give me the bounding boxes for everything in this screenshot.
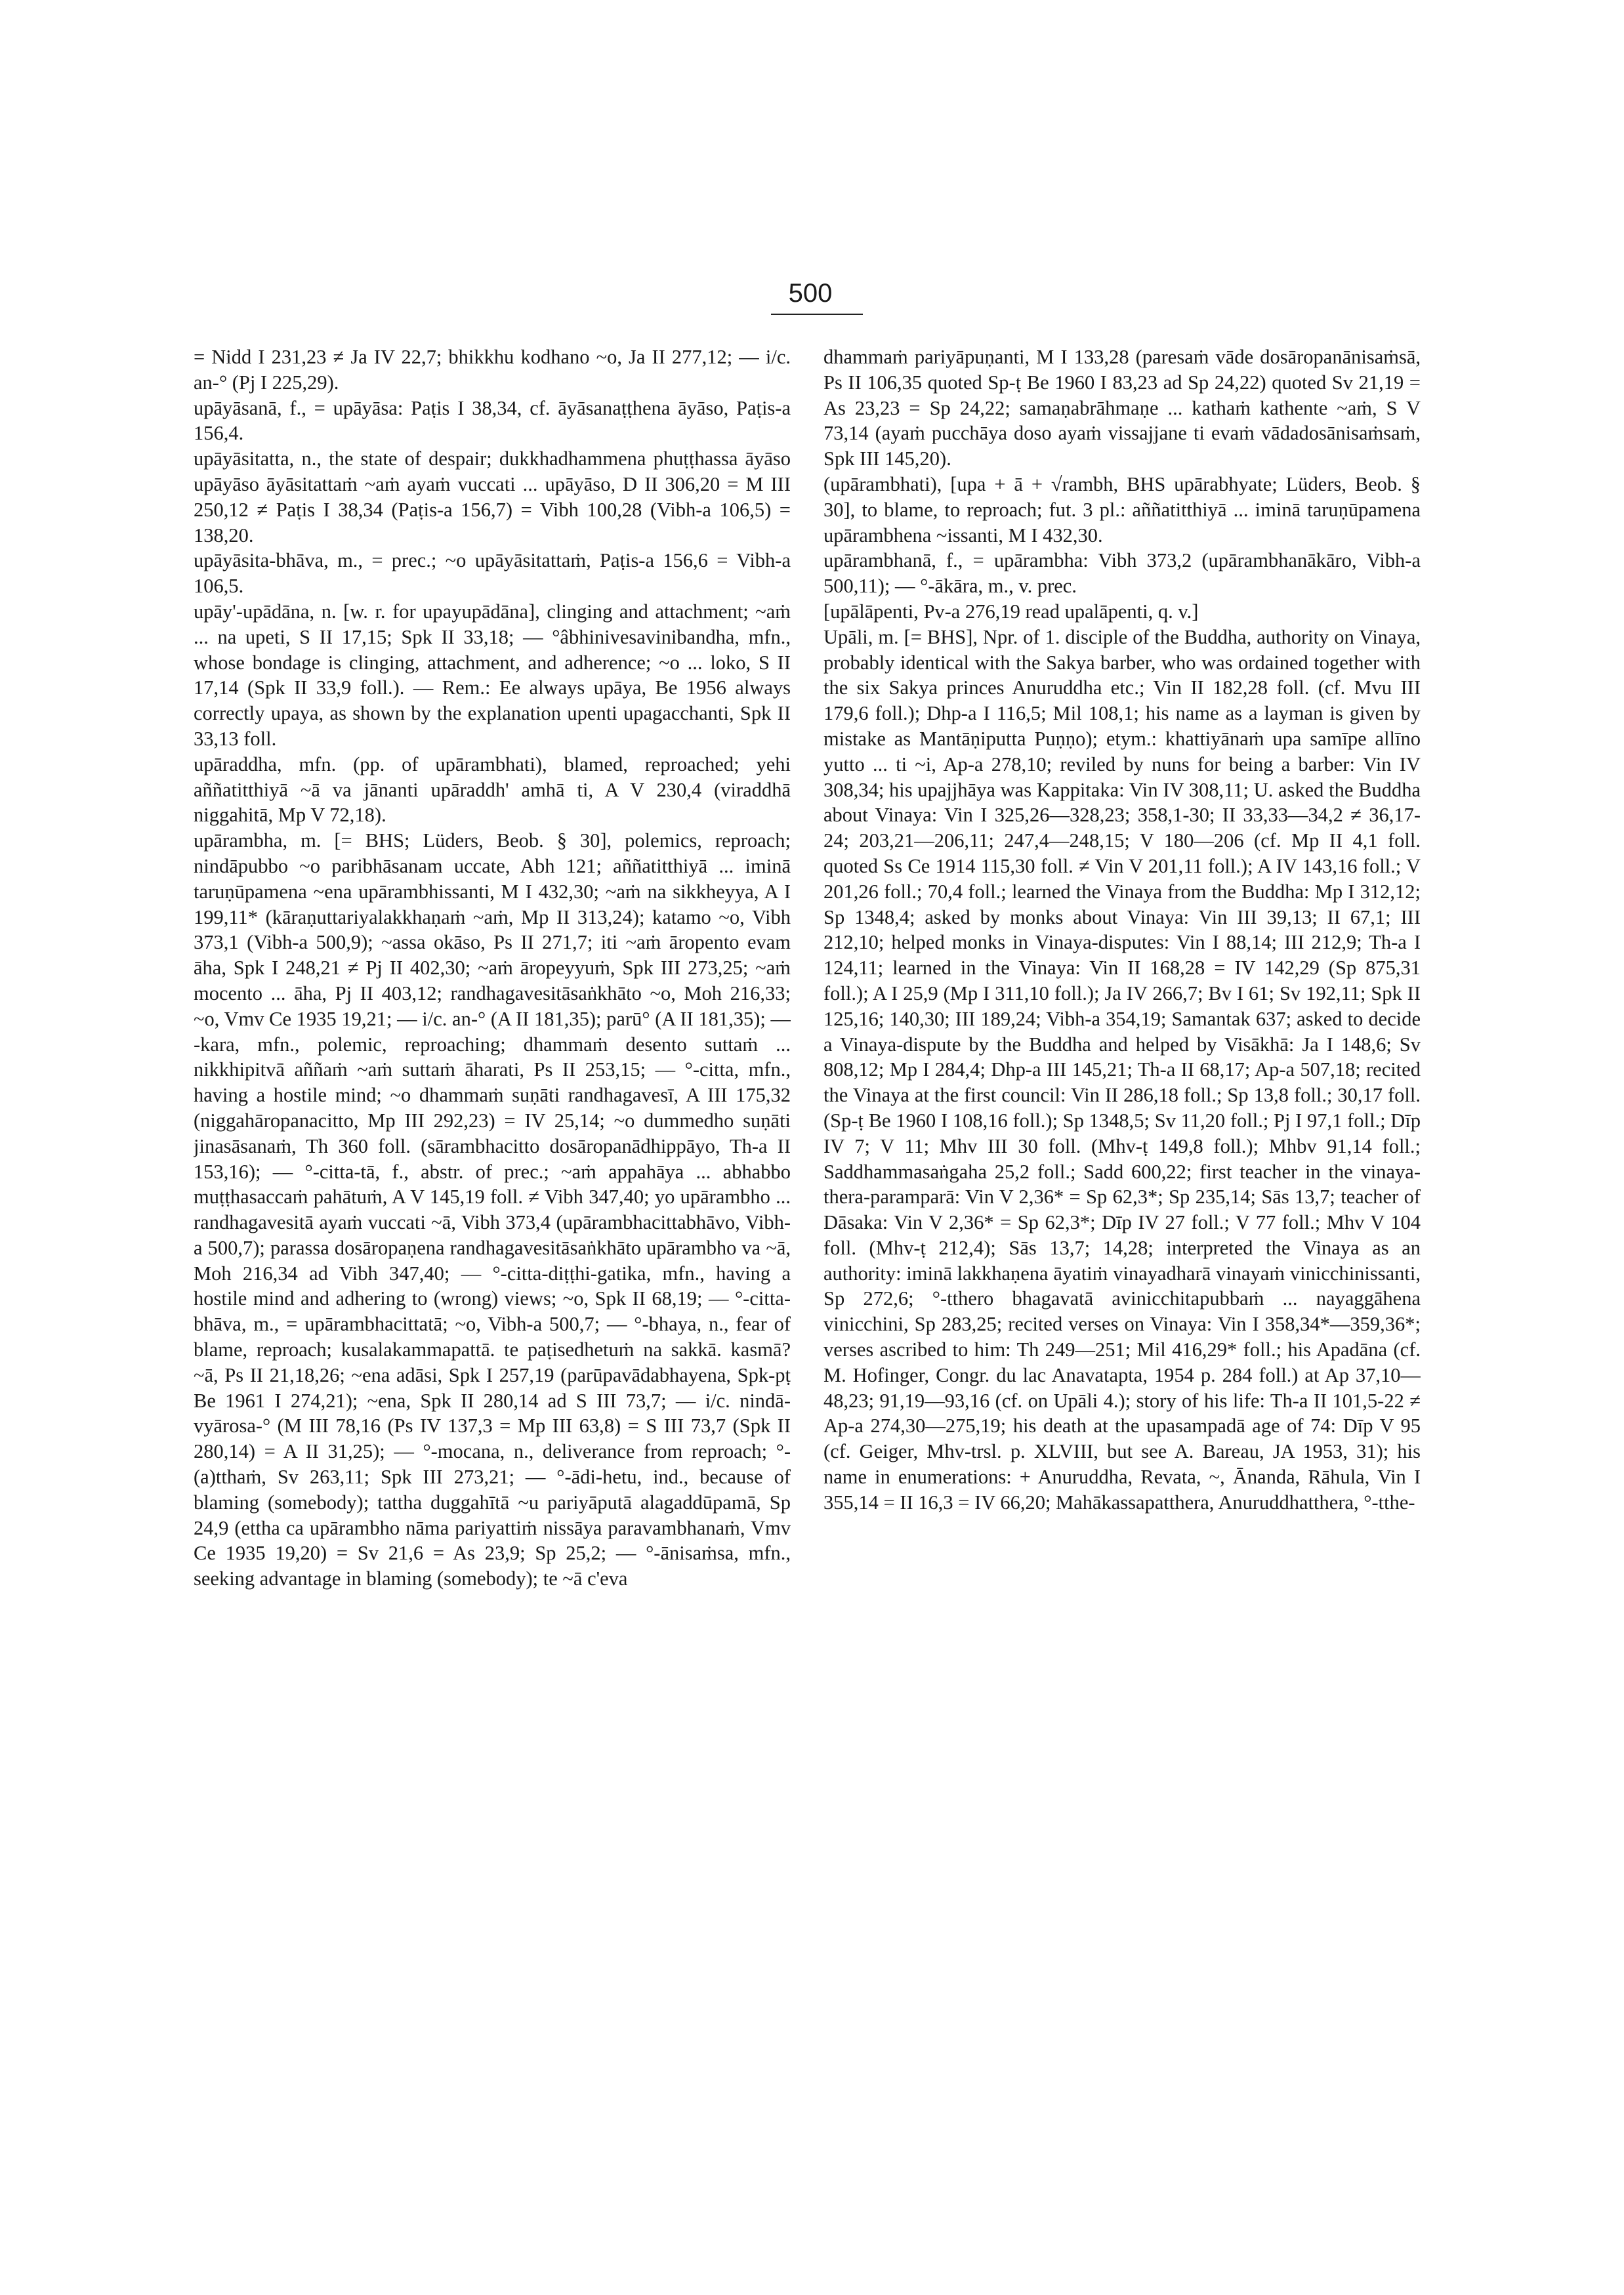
dictionary-entry: upārambhanā, f., = upārambha: Vibh 373,2 (upārambhanākāro, Vibh-a 500,11); — °-ākāra, m., v. prec. (823, 549, 1421, 598)
dictionary-entry: upāyāsitatta, n., the state of despair; dukkhadhammena phuṭṭhassa āyāso upāyāso āyāsitattaṁ ~aṁ ayaṁ vuccati ... upāyāso, D II 306,20 = M III 250,12 ≠ Paṭis I 38,34 (Paṭis-a 156,7) = Vibh 100,28 (Vibh-a 106,5) = 138,20. (194, 447, 791, 547)
dictionary-entry: [upālāpenti, Pv-a 276,19 read upalāpenti, q. v.] (823, 600, 1199, 623)
dictionary-entry: dhammaṁ pariyāpuṇanti, M I 133,28 (paresaṁ vāde dosāropanānisaṁsā, Ps II 106,35 quoted Sp-ṭ Be 1960 I 83,23 ad Sp 24,22) quoted Sv 21,19 = As 23,23 = Sp 24,22; samaṇabrāhmaṇe ... kathaṁ kathente ~aṁ, S V 73,14 (ayaṁ pucchāya doso ayaṁ vissajjane ti evaṁ vādadosānisaṁsaṁ, Spk III 145,20). (823, 346, 1421, 470)
dictionary-entry: upāy'-upādāna, n. [w. r. for upayupādāna], clinging and attachment; ~aṁ ... na upeti, S II 17,15; Spk II 33,18; — °âbhinivesavinibandha, mfn., whose bondage is clinging, attachment, and adherence; ~o ... loko, S II 17,14 (Spk II 33,9 foll.). — Rem.: Ee always upāya, Be 1956 always correctly upaya, as shown by the explanation upenti upagacchanti, Spk II 33,13 foll. (194, 600, 791, 750)
dictionary-entry: upāyāsanā, f., = upāyāsa: Paṭis I 38,34, cf. āyāsanaṭṭhena āyāso, Paṭis-a 156,4. (194, 396, 791, 445)
dictionary-entry: Upāli, m. [= BHS], Npr. of 1. disciple of the Buddha, authority on Vinaya, probably identical with the Sakya barber, who was ordained together with the six Sakya princes Anuruddha etc.; Vin II 182,28 foll. (cf. Mvu III 179,6 foll.); Dhp-a I 116,5; Mil 108,1; his name as a layman is given by mistake as Mantāṇiputta Puṇṇo); etym.: khattiyānaṁ upa samīpe allīno yutto ... ti ~i, Ap-a 278,10; reviled by nuns for being a barber: Vin IV 308,34; his upajjhāya was Kappitaka: Vin IV 308,11; U. asked the Buddha about Vinaya: Vin I 325,26—328,23; 358,1-30; II 33,33—34,2 ≠ 36,17-24; 203,21—206,11; 247,4—248,15; V 180—206 (cf. Mp II 4,1 foll. quoted Ss Ce 1914 115,30 foll. ≠ Vin V 201,11 foll.); A IV 143,16 foll.; V 201,26 foll.; 70,4 foll.; learned the Vinaya from the Buddha: Mp I 312,12; Sp 1348,4; asked by monks about Vinaya: Vin III 39,13; II 67,1; III 212,10; helped monks in Vinaya-disputes: Vin I 88,14; III 212,9; Th-a I 124,11; learned in the Vinaya: Vin II 168,28 = IV 142,29 (Sp 875,31 foll.); A I 25,9 (Mp I 311,10 foll.); Ja IV 266,7; Bv I 61; Sv 192,11; Spk II 125,16; 140,30; III 189,24; Vibh-a 354,19; Samantak 637; asked to decide a Vinaya-dispute by the Buddha and helped by Visākhā: Ja I 148,6; Sv 808,12; Mp I 284,4; Dhp-a III 145,21; Th-a II 68,17; Ap-a 507,18; recited the Vinaya at the first council: Vin II 286,18 foll.; Sp 13,8 foll.; 30,17 foll. (Sp-ṭ Be 1960 I 108,16 foll.); Sp 1348,5; Sv 11,20 foll.; Pj I 97,1 foll.; Dīp IV 7; V 11; Mhv III 30 foll. (Mhv-ṭ 149,8 foll.); Mhbv 91,14 foll.; Saddhammasaṅgaha 25,2 foll.; Sadd 600,22; first teacher in the vinaya-thera-paramparā: Vin V 2,36* = Sp 62,3*; Sp 235,14; Sās 13,7; teacher of Dāsaka: Vin V 2,36* = Sp 62,3*; Dīp IV 27 foll.; V 77 foll.; Mhv V 104 foll. (Mhv-ṭ 212,4); Sās 13,7; 14,28; interpreted the Vinaya as an authority: iminā lakkhaṇena āyatiṁ vinayadharā vinayaṁ vinicchinissanti, Sp 272,6; °-tthero bhagavatā avinicchitapubbaṁ ... nayaggāhena vinicchini, Sp 283,25; recited verses on Vinaya: Vin I 358,34*—359,36*; verses ascribed to him: Th 249—251; Mil 416,29* foll.; his Apadāna (cf. M. Hofinger, Congr. du lac Anavatapta, 1954 p. 284 foll.) at Ap 37,10—48,23; 91,19—93,16 (cf. on Upāli 4.); story of his life: Th-a II 101,5-22 ≠ Ap-a 274,30—275,19; his death at the upasampadā age of 74: Dīp V 95 (cf. Geiger, Mhv-trsl. p. XLVIII, but see A. Bareau, JA 1953, 31); his name in enumerations: + Anuruddha, Revata, ~, Ānanda, Rāhula, Vin I 355,14 = II 16,3 = IV 66,20; Mahākassapatthera, Anuruddhatthera, °-tthe- (823, 625, 1421, 1514)
dictionary-entry: = Nidd I 231,23 ≠ Ja IV 22,7; bhikkhu kodhano ~o, Ja II 277,12; — i/c. an-° (Pj I 225,29). (194, 346, 791, 394)
dictionary-entry: (upārambhati), [upa + ā + √rambh, BHS upārabhyate; Lüders, Beob. § 30], to blame, to reproach; fut. 3 pl.: aññatitthiyā ... iminā taruṇūpamena upārambhena ~issanti, M I 432,30. (823, 472, 1421, 547)
page-number-rule (771, 314, 863, 315)
dictionary-entry: upāraddha, mfn. (pp. of upārambhati), blamed, reproached; yehi aññatitthiyā ~ā va jānanti upāraddh' amhā ti, A V 230,4 (viraddhā niggahitā, Mp V 72,18). (194, 753, 791, 827)
dictionary-entry: upārambha, m. [= BHS; Lüders, Beob. § 30], polemics, reproach; nindāpubbo ~o paribhāsanam uccate, Abh 121; aññatitthiyā ... iminā taruṇūpamena ~ena upārambhissanti, M I 432,30; ~aṁ na sikkheyya, A I 199,11* (kāraṇuttariyalakkhaṇaṁ ~aṁ, Mp II 313,24); katamo ~o, Vibh 373,1 (Vibh-a 500,9); ~assa okāso, Ps II 271,7; iti ~aṁ āropento evam āha, Spk I 248,21 ≠ Pj II 402,30; ~aṁ āropeyyuṁ, Spk III 273,25; ~aṁ mocento ... āha, Pj II 403,12; randhagavesitāsaṅkhāto ~o, Moh 216,33; ~o, Vmv Ce 1935 19,21; — i/c. an-° (A II 181,35); parū° (A II 181,35); — -kara, mfn., polemic, reproaching; dhammaṁ desento suttaṁ ... nikkhipitvā aññaṁ ~aṁ suttaṁ āharati, Ps II 253,15; — °-citta, mfn., having a hostile mind; ~o dhammaṁ suṇāti randhagavesī, A III 175,32 (niggahāropanacitto, Mp III 292,23) = IV 25,14; ~o dummedho suṇāti jinasāsanaṁ, Th 360 foll. (sārambhacitto dosāropanādhippāyo, Th-a II 153,16); — °-citta-tā, f., abstr. of prec.; ~aṁ appahāya ... abhabbo muṭṭhasaccaṁ pahātuṁ, A V 145,19 foll. ≠ Vibh 347,40; yo upārambho ... randhagavesitā ayaṁ vuccati ~ā, Vibh 373,4 (upārambhacittabhāvo, Vibh-a 500,7); parassa dosāropaṇena randhagavesitāsaṅkhāto upārambho va ~ā, Moh 216,34 ad Vibh 347,40; — °-citta-diṭṭhi-gatika, mfn., having a hostile mind and adhering to (wrong) views; ~o, Spk II 68,19; — °-citta-bhāva, m., = upārambhacittatā; ~o, Vibh-a 500,7; — °-bhaya, n., fear of blame, reproach; kusalakammapattā. te paṭisedhetuṁ na sakkā. kasmā? ~ā, Ps II 21,18,26; ~ena adāsi, Spk I 257,19 (parūpavādabhayena, Spk-pṭ Be 1961 I 274,21); ~ena, Spk II 280,14 ad S III 73,7; — i/c. nindā-vyārosa-° (M III 78,16 (Ps IV 137,3 = Mp III 63,8) = S III 73,7 (Spk II 280,14) = A II 31,25); — °-mocana, n., deliverance from reproach; °-(a)tthaṁ, Sv 263,11; Spk III 273,21; — °-ādi-hetu, ind., because of blaming (somebody); tattha duggahītā ~u pariyāputā alagaddūpamā, Sp 24,9 (ettha ca upārambho nāma pariyattiṁ nissāya paravambhanaṁ, Vmv Ce 1935 19,20) = Sv 21,6 = As 23,9; Sp 25,2; — °-ānisaṁsa, mfn., seeking advantage in blaming (somebody); te ~ā c'eva (194, 829, 791, 1590)
right-column (823, 344, 1421, 2254)
dictionary-entry: upāyāsita-bhāva, m., = prec.; ~o upāyāsitattaṁ, Paṭis-a 156,6 = Vibh-a 106,5. (194, 549, 791, 598)
page-number: 500 (788, 279, 833, 308)
left-column (194, 344, 791, 2254)
